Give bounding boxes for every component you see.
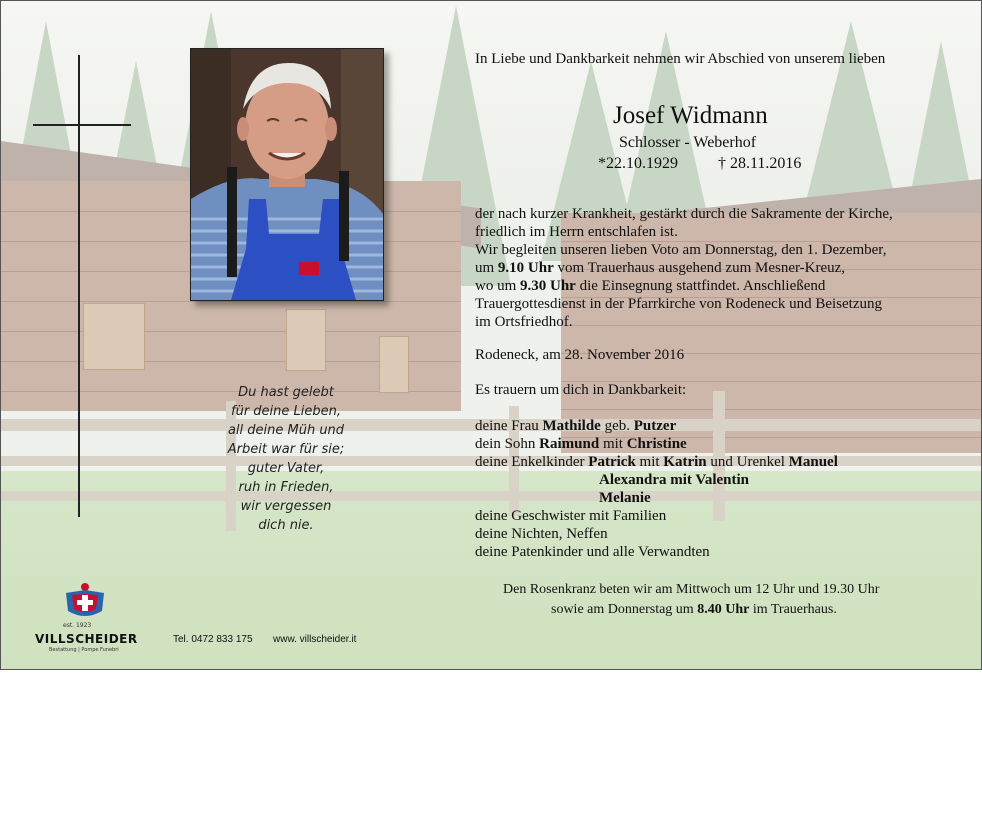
mourner-line: deine Patenkinder und alle Verwandten	[475, 544, 710, 560]
deceased-subtitle: Schlosser - Weberhof	[619, 134, 757, 151]
poem-line: wir vergessen	[240, 499, 332, 514]
deceased-name: Josef Widmann	[613, 102, 768, 129]
place-date: Rodeneck, am 28. November 2016	[475, 347, 685, 363]
rosary-time: 8.40 Uhr	[697, 602, 750, 617]
mourner-text: mit	[635, 454, 664, 470]
logo-established: est. 1923	[63, 622, 92, 629]
funeral-line: Wir begleiten unseren lieben Voto am Donnerstag, den 1. Dezember,	[475, 242, 887, 258]
poem-line: all deine Müh und	[227, 423, 345, 438]
mourner-text: und Urenkel	[706, 454, 789, 470]
rosary-line	[551, 601, 837, 619]
logo-subtitle: Bestattung | Pompe Funebri	[49, 647, 119, 653]
body-line: der nach kurzer Krankheit, gestärkt durch die Sakramente der Kirche,	[475, 206, 893, 222]
poem-line: ruh in Frieden,	[238, 480, 334, 495]
funeral-text: wo um	[475, 278, 520, 294]
mourner-name: Valentin	[695, 472, 750, 488]
poem-line: Arbeit war für sie;	[227, 442, 345, 457]
poem-line: für deine Lieben,	[231, 404, 341, 419]
mourner-name: Katrin	[663, 454, 707, 470]
poem	[206, 383, 366, 535]
mourner-text: deine Frau	[475, 418, 543, 434]
funeral-line: Trauergottesdienst in der Pfarrkirche von Rodeneck und Beisetzung	[475, 296, 882, 312]
funeral-line	[475, 259, 845, 277]
death-date: † 28.11.2016	[718, 155, 802, 172]
mourner-line	[475, 417, 676, 435]
blessing-time: 9.30 Uhr	[520, 278, 576, 294]
portrait-photo	[190, 48, 384, 301]
mourner-name: Manuel	[788, 454, 838, 470]
poem-line: dich nie.	[258, 518, 314, 533]
website: www. villscheider.it	[273, 634, 357, 645]
mourners-intro: Es trauern um dich in Dankbarkeit:	[475, 382, 687, 398]
funeral-text: um	[475, 260, 498, 276]
mourner-name: Alexandra	[599, 472, 667, 488]
mourner-text: mit	[599, 436, 627, 452]
mourner-line: deine Geschwister mit Familien	[475, 508, 667, 524]
poem-line: Du hast gelebt	[238, 385, 334, 400]
mourner-text: mit	[666, 472, 696, 488]
cross-horizontal	[33, 124, 131, 126]
body-line: friedlich im Herrn entschlafen ist.	[475, 224, 678, 240]
mourner-line	[475, 435, 687, 453]
poem-line: guter Vater,	[247, 461, 325, 476]
funeral-line: im Ortsfriedhof.	[475, 314, 573, 330]
funeral-text: die Einsegnung stattfindet. Anschließend	[575, 278, 826, 294]
funeral-line	[475, 277, 825, 295]
mourner-text: dein Sohn	[475, 436, 540, 452]
birth-date: *22.10.1929	[598, 155, 678, 172]
intro-line: In Liebe und Dankbarkeit nehmen wir Abschied von unserem lieben	[475, 51, 886, 67]
phone-number: Tel. 0472 833 175	[173, 634, 253, 645]
mourner-name: Raimund	[539, 436, 600, 452]
portrait-illustration	[191, 49, 383, 300]
mourner-name: Mathilde	[542, 418, 601, 434]
rosary-text: im Trauerhaus.	[749, 602, 837, 617]
mourner-name: Melanie	[599, 490, 651, 506]
funeral-text: vom Trauerhaus ausgehend zum Mesner-Kreuz,	[553, 260, 846, 276]
mourner-name: Patrick	[588, 454, 636, 470]
mourner-line: deine Nichten, Neffen	[475, 526, 608, 542]
villscheider-crest-icon	[62, 581, 108, 621]
mourner-text: geb.	[600, 418, 634, 434]
mourner-line	[599, 471, 749, 489]
mourner-line	[475, 453, 838, 471]
fence-rail-low	[1, 491, 981, 501]
mourner-name: Putzer	[633, 418, 677, 434]
logo-name: VILLSCHEIDER	[35, 632, 138, 646]
mourner-name: Christine	[626, 436, 687, 452]
rosary-text: sowie am Donnerstag um	[551, 602, 698, 617]
funeral-time: 9.10 Uhr	[497, 260, 554, 276]
mourner-text: deine Enkelkinder	[475, 454, 589, 470]
rosary-line: Den Rosenkranz beten wir am Mittwoch um 12 Uhr und 19.30 Uhr	[503, 582, 880, 597]
